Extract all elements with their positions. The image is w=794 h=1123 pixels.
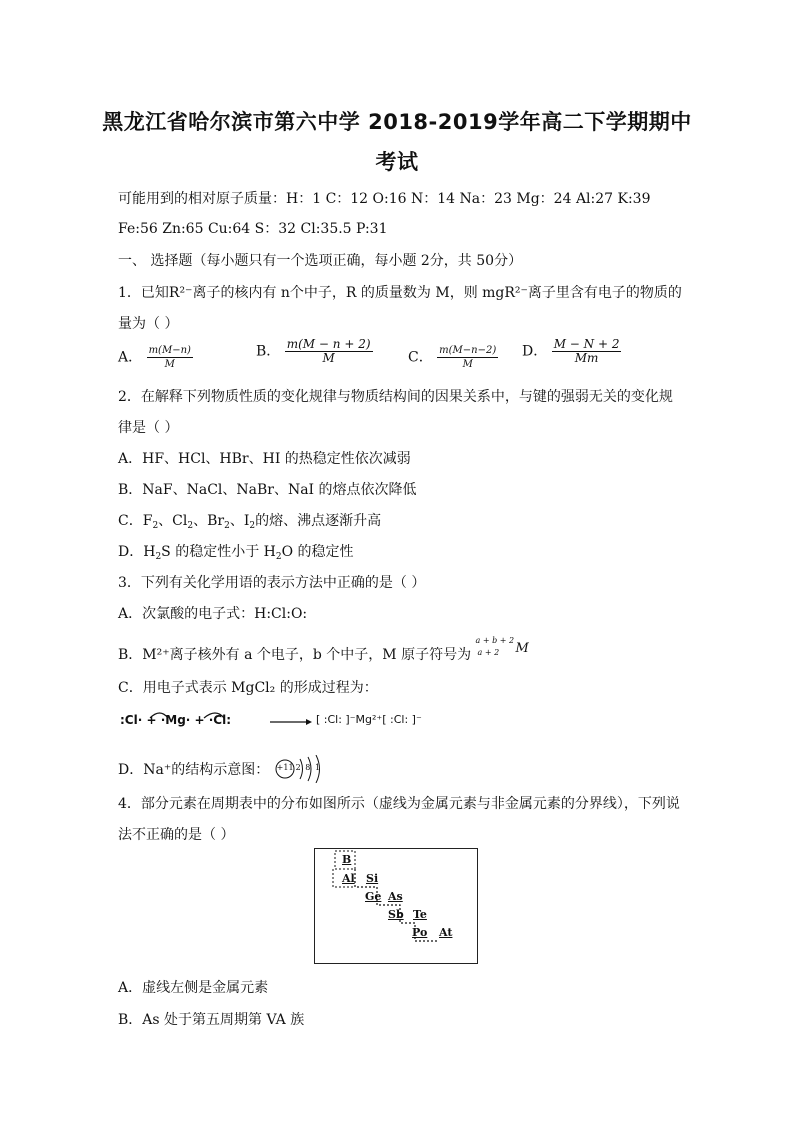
option-label: A． xyxy=(118,349,143,366)
atomic-masses-line2: Fe:56 Zn:65 Cu:64 S：32 Cl:35.5 P:31 xyxy=(118,221,388,237)
option-label: D． xyxy=(522,343,548,360)
fraction xyxy=(285,338,373,365)
na-ion-structure-diagram xyxy=(274,755,326,783)
q1-option-d xyxy=(522,338,621,365)
element-at: At xyxy=(439,926,453,939)
text: D．Na⁺的结构示意图： xyxy=(118,762,270,778)
mgcl2-formation-diagram xyxy=(120,710,450,732)
element-as: As xyxy=(388,890,403,903)
fraction-denominator: Mm xyxy=(574,351,599,365)
q3-option-a: A．次氯酸的电子式：H:Cl:O: xyxy=(118,606,308,622)
q1-option-b xyxy=(256,338,373,365)
section-heading: 一、 选择题（每小题只有一个选项正确，每小题 2分，共 50分） xyxy=(118,253,523,269)
q2-option-a: A．HF、HCl、HBr、HI 的热稳定性依次减弱 xyxy=(118,451,411,467)
question-4-stem-continued: 法不正确的是（ ） xyxy=(118,827,235,843)
element-b: B xyxy=(342,853,352,866)
element-si: Si xyxy=(366,872,379,885)
text: S 的稳定性小于 H xyxy=(161,544,276,560)
fraction xyxy=(552,338,622,365)
question-1-stem-continued: 量为（ ） xyxy=(118,316,179,332)
q2-option-c: C．$F_2$、$Cl_2$、$Br_2$、$I_2$的熔、沸点逐渐升高 xyxy=(118,513,382,531)
shell-electrons: 2 8 1 xyxy=(295,763,322,772)
option-label: B． xyxy=(256,343,281,360)
atomic-number: a + 2 xyxy=(477,648,500,657)
nuclide-symbol xyxy=(475,636,532,663)
atomic-masses-line1: 可能用到的相对原子质量：H：1 C：12 O:16 N：14 Na：23 Mg：24 Al:27 K:39 xyxy=(118,191,651,207)
fraction-denominator: M xyxy=(462,359,473,370)
q3-option-c: C．用电子式表示 MgCl₂ 的形成过程为： xyxy=(118,680,378,696)
periodic-table-excerpt xyxy=(314,848,478,964)
mass-number: a + b + 2 xyxy=(475,636,515,645)
q3-option-d xyxy=(118,755,326,783)
fraction-denominator: M xyxy=(322,351,335,365)
text: D．H xyxy=(118,544,156,560)
exam-title-continued: 考试 xyxy=(375,150,419,174)
question-3-stem: 3．下列有关化学用语的表示方法中正确的是（ ） xyxy=(118,575,426,591)
fraction-numerator: M − N + 2 xyxy=(553,337,620,351)
option-label: C． xyxy=(408,349,433,366)
product: [ :Cl: ]⁻Mg²⁺[ :Cl: ]⁻ xyxy=(316,713,422,726)
fraction-denominator: M xyxy=(164,359,175,370)
fraction-numerator: m(M−n) xyxy=(148,345,191,356)
element-al: Al xyxy=(342,872,355,885)
metal-nonmetal-boundary xyxy=(315,849,476,962)
question-4-stem: 4．部分元素在周期表中的分布如图所示（虚线为金属元素与非金属元素的分界线），下列说 xyxy=(118,796,680,812)
nucleus-charge: +11 xyxy=(276,763,294,772)
element-symbol: M xyxy=(515,641,529,656)
text: C．F xyxy=(118,513,153,529)
fraction xyxy=(437,344,498,371)
q3-option-b xyxy=(118,636,532,664)
q2-option-b: B．NaF、NaCl、NaBr、NaI 的熔点依次降低 xyxy=(118,482,417,498)
text: B．M²⁺离子核外有 a 个电子，b 个中子，M 原子符号为 xyxy=(118,647,472,663)
fraction-numerator: m(M − n + 2) xyxy=(286,337,371,351)
q1-option-c xyxy=(408,344,498,371)
question-2-stem-continued: 律是（ ） xyxy=(118,420,179,436)
q2-option-d: D．$H_2S$ 的稳定性小于 $H_2O$ 的稳定性 xyxy=(118,544,354,562)
exam-title: 黑龙江省哈尔滨市第六中学 2018-2019学年高二下学期期中 xyxy=(102,110,692,134)
element-sb: Sb xyxy=(388,908,404,921)
element-te: Te xyxy=(413,908,427,921)
q4-option-b: B．As 处于第五周期第 VA 族 xyxy=(118,1012,305,1028)
question-2-stem: 2．在解释下列物质性质的变化规律与物质结构间的因果关系中，与键的强弱无关的变化规 xyxy=(118,389,673,405)
element-ge: Ge xyxy=(365,890,382,903)
text: O 的稳定性 xyxy=(281,544,354,560)
q1-option-a xyxy=(118,344,193,371)
element-po: Po xyxy=(412,926,428,939)
fraction xyxy=(147,344,193,371)
text: 的熔、沸点逐渐升高 xyxy=(255,513,382,529)
question-1-stem: 1．已知R²⁻离子的核内有 n个中子，R 的质量数为 M，则 mgR²⁻离子里含有电子的物质的 xyxy=(118,285,682,301)
reactants: :Cl· + ·Mg· + ·Cl: xyxy=(120,713,232,727)
q4-option-a: A．虚线左侧是金属元素 xyxy=(118,980,269,996)
fraction-numerator: m(M−n−2) xyxy=(439,345,497,356)
